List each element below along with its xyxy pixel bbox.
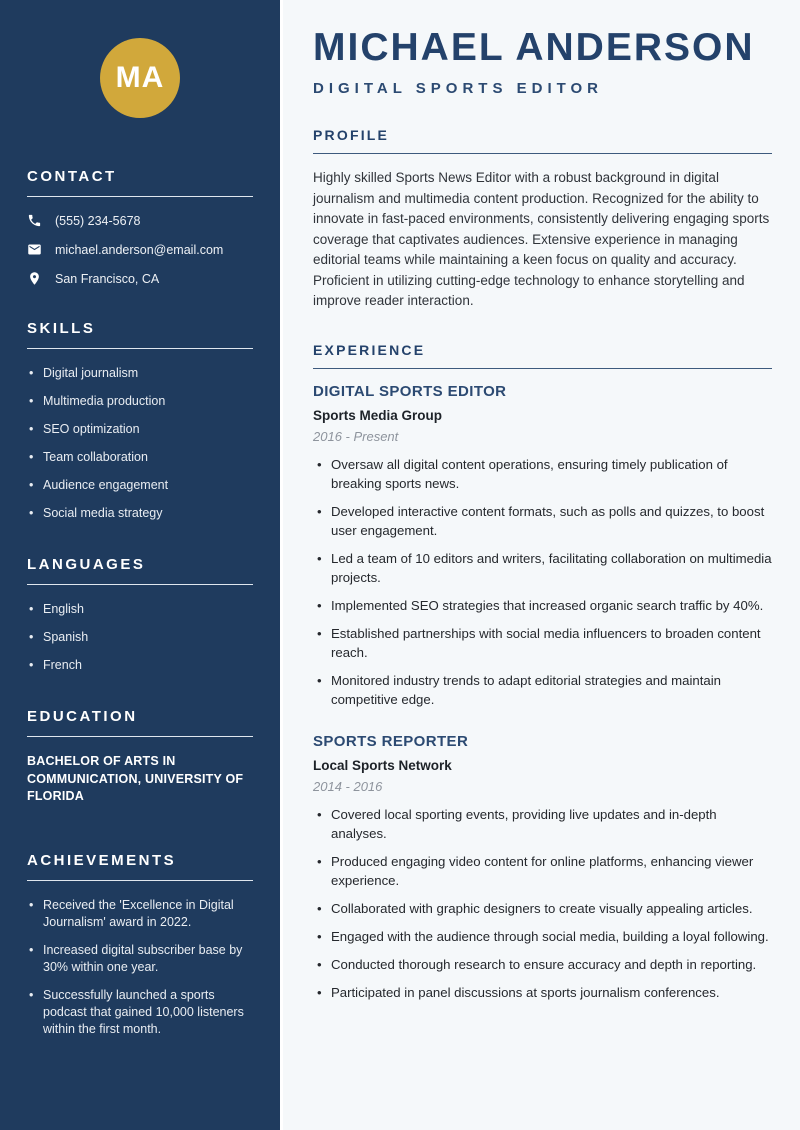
contact-heading: CONTACT xyxy=(27,168,253,197)
contact-email-row xyxy=(27,242,253,257)
achievement-item: • Received the 'Excellence in Digital Journalism' award in 2022. xyxy=(27,897,253,931)
achievements-section xyxy=(27,852,253,1038)
education-heading: EDUCATION xyxy=(27,708,253,737)
language-item: • French xyxy=(27,657,253,674)
experience-heading: EXPERIENCE xyxy=(313,342,772,369)
contact-location-row xyxy=(27,271,253,286)
languages-heading: LANGUAGES xyxy=(27,556,253,585)
contact-email-value: michael.anderson@email.com xyxy=(55,242,224,257)
job-entry-1 xyxy=(313,383,772,709)
contact-phone-value: (555) 234-5678 xyxy=(55,213,141,228)
candidate-name: MICHAEL ANDERSON xyxy=(313,26,755,69)
achievements-heading: ACHIEVEMENTS xyxy=(27,852,253,881)
skill-item: • Social media strategy xyxy=(27,505,253,522)
skills-heading: SKILLS xyxy=(27,320,253,349)
avatar-initials: MA xyxy=(115,61,165,94)
job-bullet: • Collaborated with graphic designers to create visually appealing articles. xyxy=(313,899,772,918)
job-company: Sports Media Group xyxy=(313,407,443,423)
avatar xyxy=(100,38,180,118)
job-bullet: • Participated in panel discussions at sports journalism conferences. xyxy=(313,983,772,1002)
education-section xyxy=(27,708,253,806)
job-bullet: • Led a team of 10 editors and writers, facilitating collaboration on multimedia projects. xyxy=(313,549,772,587)
job-bullet: • Developed interactive content formats, such as polls and quizzes, to boost user engagement. xyxy=(313,502,772,540)
achievement-item: • Increased digital subscriber base by 30% within one year. xyxy=(27,942,253,976)
job-bullets xyxy=(313,805,772,1002)
contact-phone-row xyxy=(27,213,253,228)
job-title: DIGITAL SPORTS EDITOR xyxy=(313,382,507,400)
resume-main xyxy=(280,0,800,1130)
language-item: • English xyxy=(27,601,253,618)
skills-list xyxy=(27,365,253,522)
achievements-list xyxy=(27,897,253,1038)
phone-icon xyxy=(27,213,42,228)
job-dates: 2016 - Present xyxy=(313,428,399,444)
achievement-item: • Successfully launched a sports podcast that gained 10,000 listeners within the first month. xyxy=(27,987,253,1038)
sidebar xyxy=(0,0,280,1130)
job-title: SPORTS REPORTER xyxy=(313,732,469,750)
language-item: • Spanish xyxy=(27,629,253,646)
skill-item: • Digital journalism xyxy=(27,365,253,382)
contact-section xyxy=(27,168,253,286)
skill-item: • SEO optimization xyxy=(27,421,253,438)
education-degree: BACHELOR OF ARTS IN COMMUNICATION, UNIVERSITY OF FLORIDA xyxy=(27,754,244,803)
job-bullet: • Conducted thorough research to ensure accuracy and depth in reporting. xyxy=(313,955,772,974)
languages-list xyxy=(27,601,253,674)
profile-text: Highly skilled Sports News Editor with a robust background in digital journalism and multimedia content production. Recognized for the ability to innovate in fast-paced environments, consistently delivering engaging sports coverage that captivates audiences. Extensive experience in managing editorial teams while maintaining a keen focus on quality and accuracy. Proficient in utilizing cutting-edge technology to enhance storytelling and improve reader interaction. xyxy=(313,170,770,308)
skill-item: • Team collaboration xyxy=(27,449,253,466)
job-bullet: • Engaged with the audience through social media, building a loyal following. xyxy=(313,927,772,946)
skills-section xyxy=(27,320,253,522)
skill-item: • Multimedia production xyxy=(27,393,253,410)
job-bullet: • Monitored industry trends to adapt editorial strategies and maintain competitive edge. xyxy=(313,671,772,709)
skill-item: • Audience engagement xyxy=(27,477,253,494)
job-dates: 2014 - 2016 xyxy=(313,778,383,794)
job-bullet: • Established partnerships with social media influencers to broaden content reach. xyxy=(313,624,772,662)
job-entry-2 xyxy=(313,733,772,1002)
languages-section xyxy=(27,556,253,674)
email-icon xyxy=(27,242,42,257)
contact-location-value: San Francisco, CA xyxy=(55,271,160,286)
job-bullet: • Produced engaging video content for online platforms, enhancing viewer experience. xyxy=(313,852,772,890)
job-bullets xyxy=(313,455,772,709)
profile-heading: PROFILE xyxy=(313,127,772,154)
job-bullet: • Implemented SEO strategies that increased organic search traffic by 40%. xyxy=(313,596,772,615)
location-icon xyxy=(27,271,42,286)
candidate-title: DIGITAL SPORTS EDITOR xyxy=(313,80,604,97)
job-bullet: • Oversaw all digital content operations, ensuring timely publication of breaking sports news. xyxy=(313,455,772,493)
job-company: Local Sports Network xyxy=(313,757,452,773)
job-bullet: • Covered local sporting events, providing live updates and in-depth analyses. xyxy=(313,805,772,843)
